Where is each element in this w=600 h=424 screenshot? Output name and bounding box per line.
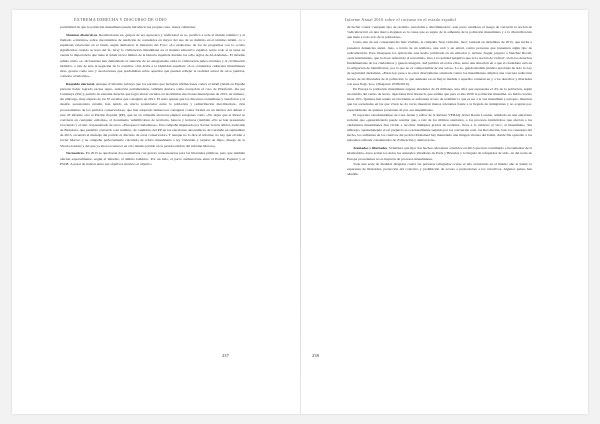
paragraph-text: En 2015 se aprobaron dos normativas con graves consecuencias para las libertades públicas, pero que también afectan especialmente, según el informe, al ámbito islámico. Por un lado, el pacto antiterrorista entre el Partido Popular y el PSOE. A pesar de indicar entre sus objetivos motivos el objetivo	[60, 151, 246, 166]
right-page	[301, 10, 589, 414]
right-page-number: 238	[312, 353, 319, 358]
right-body-text	[347, 25, 532, 177]
paragraph-text: El reportero estadounidense de Casa Árabe y editor de la Revista VERAQ Javier Rosón Lorente, señalado en una entrevista reciente que «generalizando puede resultar que, a raíz de los últimos atentados, a los procesos islamófobos que afectan a los ciudadanos musulmanes han vivido a recobrar múltiples grados de realidad-, lleva a lo cubierto al 'otro', el musulmán». Sin embargo, aprehendiendo el rel prejuicio es ocasionalmente seguido por los conviertan com- las Revolución, traé, los cuestiona del hecho, los sulltantes de los cautivos del profeta Mohamed hay mantenido una imagen vitanza del Islam, donde Sin episodio a los episodios refieren considerados de civilización y democracia».	[347, 112, 532, 143]
paragraph	[347, 25, 532, 40]
section-heading: Normativas.	[66, 151, 85, 156]
left-body-text	[60, 25, 245, 167]
paragraph	[347, 146, 532, 161]
book-spread	[12, 10, 588, 414]
paragraph-text: Aunque el informe subraya que los partidos que incluyen afirmaciones contra el islam (Islam en España parecen haber logrado escasa repre- sentación parlamentaria, también destaca como excepción el caso de Plataform- ma per Catalunya (PxC), partido de extrema derecha que logró elevar escaños en las últimas elecciones municipales de 2015, en número, sin embargo, muy alejado de los 67 escaños que consiguió en 2011. El texto apunta que los discursos extremistas y xenófobos y el desafío secesionista catalán, han tenido un efecto polarizador entre la población y redistribución movilizadora- ción procesamiento de los partidos conservadores, que han adoptado numerosos consignas contra formas en un interior del debate a este 43 informe otra el Partido Popular (PP), que en su campaña electoral empleó esloganes como «No dejes que el Rexal se convierte en cualquier «idioma», el documento 'señalification de territorio, bancos y lecturas (también «No se han presentado Creciendo y al rein- trapresentado de otros. «Europeos Ciudadanos». Una campaña impulsada por Xavier García Albiol, exalcalde de Badalona, que permitió convertir a un nombre- de candidato del PP en las elecciones autonómicas de Cataluña en septiembre de 2015, recuerda el mensaje del partido el discurso de otras conservador» Y aunque no lo dice el informe, no hay que olvidar a Javier Maroto y su campaña perfectamente calculada de crítica musulmana a ley viviendas y tarjetas de impo- muego de la Vitoria-Gasteiz y del que ya ahora acontecer en otro mismo partido en la pasada edición del informe Maroto».	[60, 81, 245, 148]
section-heading: Sistemas discursivos.	[66, 32, 98, 37]
paragraph-text: Toda una serie de medidas dirigidas contra las personas refugiadas ocurre el año avanzando en el mismo año al islam; la esperanza de libertades, protección del colectivo y prohibición de acceso a prestaciones a los colectivos. Algunos países han añadido	[347, 161, 532, 176]
paragraph	[60, 25, 245, 30]
left-page	[12, 10, 300, 414]
paragraph-text: posibilidad de que la población musulmana pueda introducir sus propias cues- tiones culturales.	[60, 25, 196, 29]
paragraph-text: Realizaciones en, grupos de ser apoteoíca y tradicional es re- pecífica a toda el mundo islámico y el llamado «cristiano» sobre, mecanismos de rendición de contenidos en mayor del uso de su dominio en el término islámi- co o españoles relaciones en el islam, según demostrar la literatura del Foro: «La extinción» de los de programas con la «como significarlas cuando se trata del fa- larsy lo civilización musulmana en el sistema educativo español, sobre todo si se tiene en cuenta la importancia que tiene el Islam en los límites de la historia española durante los ocho siglos de Al-Andalus». El informe señala cómo «a- dicionantes han demandado la atención de su antagonismo entre la civilización judeo-cristiana y la civilización islámica, a raíz de ésta la negación de la contribu- ción árabe a la identidad española: «Los contenidos culturales musulmanes mos- grados como uno y asociaciones que predominan sobre aquellos que pueden reflejar la realidad actual de otros pueblos, contexto al informe».	[60, 32, 245, 78]
paragraph	[347, 162, 532, 177]
section-heading: Atentados y libertades.	[353, 146, 388, 151]
paragraph	[60, 151, 245, 166]
paragraph	[60, 33, 245, 79]
left-page-number: 237	[222, 353, 229, 358]
left-running-header: EXTREMA DERECHA Y DISCURSO DE ODIO	[74, 17, 167, 22]
paragraph	[347, 40, 532, 86]
paragraph-text: de luchar contra 'cualquier tipo de racismo, xenofobia e discriminación', este pacto establece el riesgo de convertir la noción de 'radicalización' en una marca aleguien es la causa que es sujeto de la adhesión de la población musulmana y a la diversificación que tiene a todo acto de la población».	[347, 25, 532, 40]
paragraph	[347, 87, 532, 113]
paragraph	[60, 82, 245, 149]
paragraph-text: Como una de sus consecuencias más visibles, la campaña 'Stop radicalis- mos', lanzada en diciembre de 2015, que invita a presentar denuncias anóni- mas, a través de un teléfono, una web y un email, contra personas que presenten algún tipo de radicalización. Para 'msapaese los aplicación este hecho publicada en un editorial y, incluso Seguir prepara a Sánchez Recall, «este instrumento, que no hace referencia al terrorismo, sino a la realidad subjetiva que es la noción de 'radical', viola los derechos fundamentales de los ciudadanos y genera insegurí- dad jurídica en todos ellos, entre una situación en a que el ciudadano está en la obligación de identificarse, por lo que no es comprensible de sus actos». La se- gunda medida jurídica aprobada ha sido la Ley de seguridad ciudadana, «Estas ley, pese a no estar directamente orientada contra los musulmanes, implica una concreta reducción severa de las libertades de la población, lo que aumenta en su mayor medida a aquellos cometan en y a los derechos y libertades con esos flagi- los». (Diagonal 10/06/2016).	[347, 40, 532, 86]
section-heading: Respaldo electoral.	[66, 81, 95, 86]
right-running-header: Informe Anual 2016 sobre el racismo en el estado español	[345, 17, 457, 22]
paragraph	[347, 113, 532, 144]
paragraph-text: En Europa la población musulmana supone alrededor de 19 millones, una cifra que representa el 4% de la población, según un estudio del centro de inves- tigaciones Pew Reserch, que estima que para el año 2050 la población musulma- na habrá crecido hasta 10%. Quienes han tenido en Occidente se enfrentan al reto de redefinir lo que es ser a la vez musulmán y europeo, mientras que las sociedades en las que viven no da veces muestran menos tolerantes frente a la llegada de inmigrantes y no aceptan por, especialmente de quienes provienen de paí- ses musulmanes.	[347, 86, 532, 112]
paragraph-text: Si hubiera que fijar dos hechos relevantes ocurridos en 2015 que han contribuido a incrementar de la islamofobia, éstos serían los delos los atentados yihadistas de Paris y Bruselas y la llegada de refugiados de sido- da del norte de Europa procedentes no es huyerón de procesos musulmanes.	[347, 146, 533, 161]
